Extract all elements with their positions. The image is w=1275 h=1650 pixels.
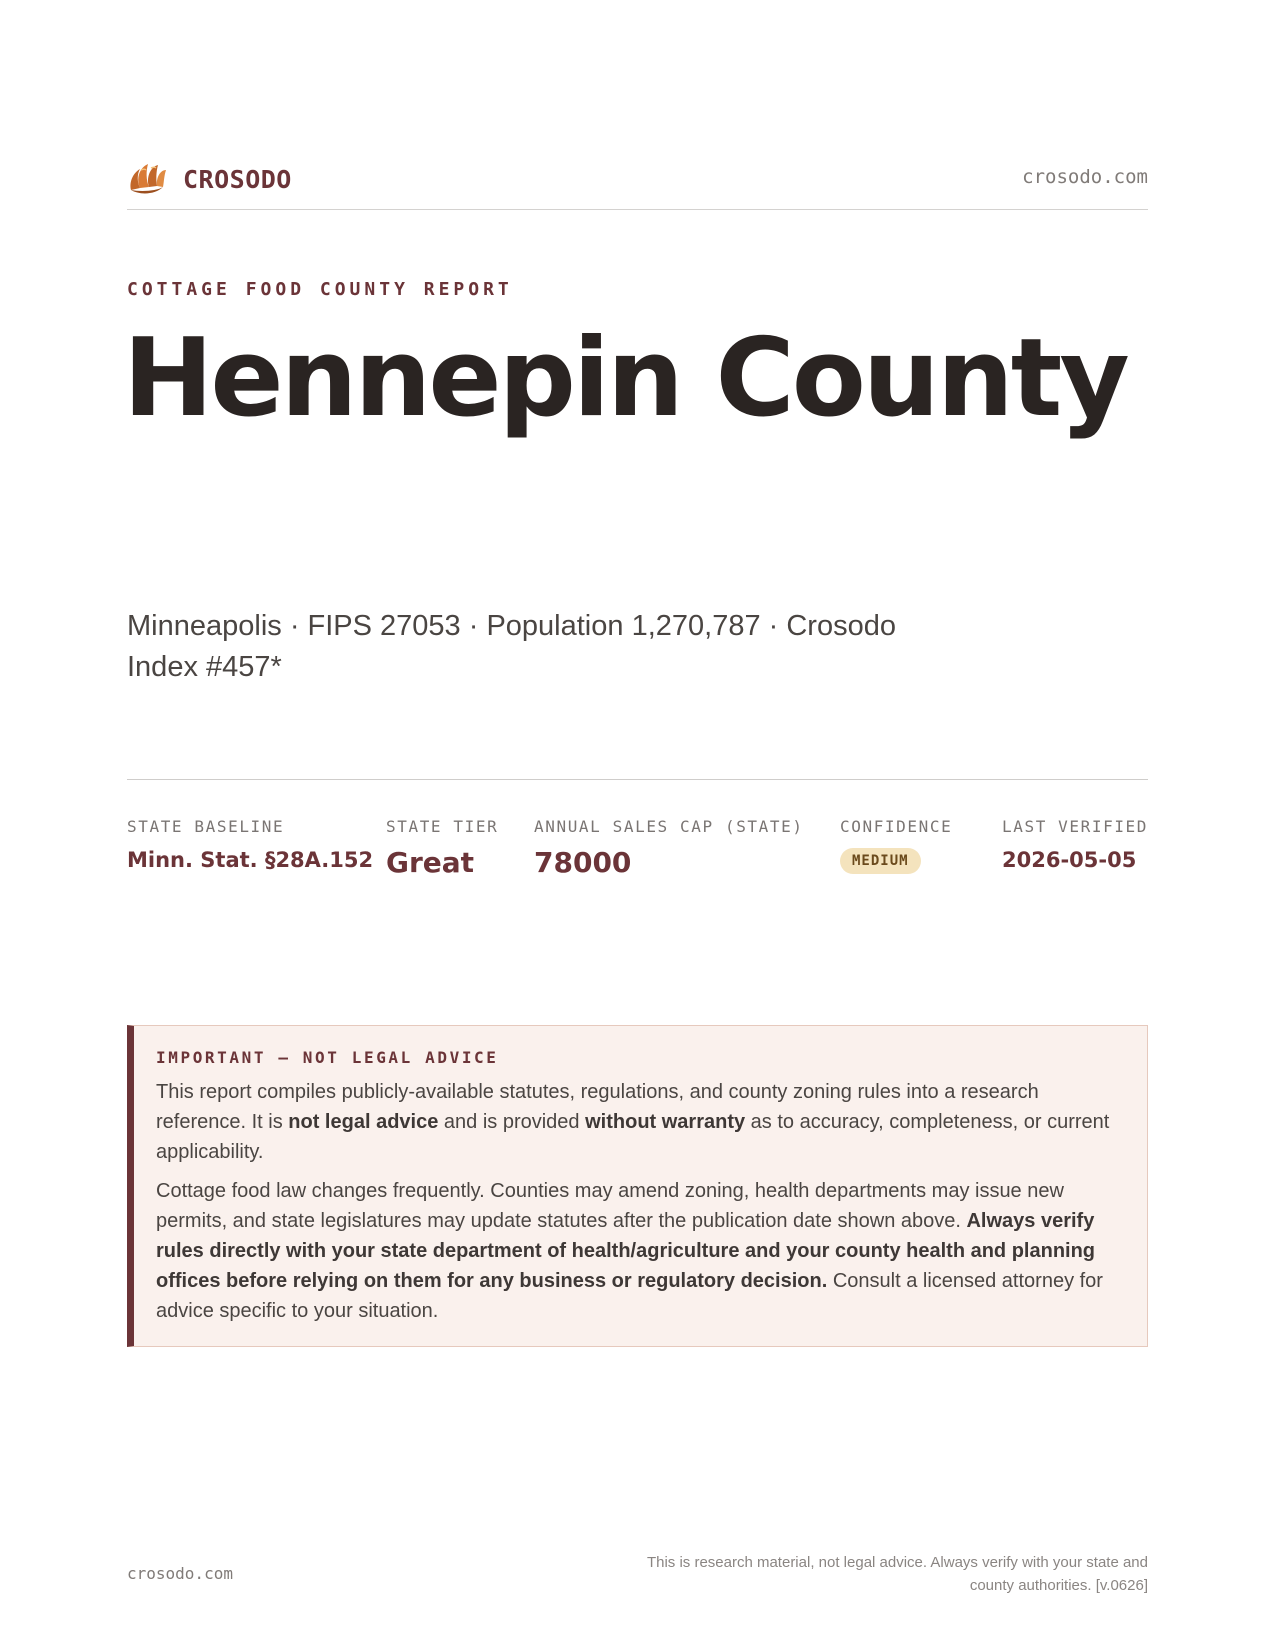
notice-text: Cottage food law changes frequently. Counties may amend zoning, health departments may issue new permits, and state legislatures may update statutes after the publication date shown above.: [156, 1180, 1064, 1232]
stat-state-baseline: [127, 817, 373, 872]
brand[interactable]: [127, 160, 292, 198]
stat-value: Minn. Stat. §28A.152: [127, 848, 374, 872]
notice-paragraph: [156, 1077, 1121, 1167]
report-page: [123, 0, 1149, 1650]
notice-emphasis: not legal advice: [288, 1111, 439, 1133]
notice-text: This report compiles publicly-available statutes, regulations, and county zoning rules into a research reference. It is: [156, 1081, 1039, 1133]
brand-name: CROSODO: [183, 164, 292, 194]
stat-label: LAST VERIFIED: [1002, 817, 1149, 836]
notice-emphasis: without warranty: [585, 1111, 746, 1133]
stat-label: STATE TIER: [386, 817, 499, 836]
page-title: Hennepin County: [123, 316, 1127, 441]
stat-value: 78000: [534, 846, 632, 879]
notice-heading: IMPORTANT — NOT LEGAL ADVICE: [156, 1048, 499, 1067]
stat-label: ANNUAL SALES CAP (STATE): [534, 817, 804, 836]
stat-confidence: [840, 817, 952, 874]
notice-text: and is provided: [438, 1111, 586, 1133]
confidence-badge: MEDIUM: [840, 848, 921, 874]
page-header: [127, 160, 1148, 210]
legal-notice: [127, 1025, 1148, 1347]
stat-value: Great: [386, 846, 475, 879]
footer-disclaimer: This is research material, not legal advice. Always verify with your state and county authorities. [v.0626]: [646, 1554, 1148, 1594]
notice-paragraph: [156, 1176, 1121, 1326]
footer-site-link[interactable]: crosodo.com: [127, 1564, 233, 1583]
stat-label: STATE BASELINE: [127, 817, 285, 836]
notice-text: as to accuracy, completeness, or current applicability.: [156, 1111, 1110, 1163]
croissant-icon: [127, 160, 169, 198]
stat-last-verified: [1002, 817, 1148, 872]
stat-label: CONFIDENCE: [840, 817, 953, 836]
stat-state-tier: [386, 817, 498, 879]
header-site-link[interactable]: crosodo.com: [1022, 166, 1148, 188]
report-subtitle: Minneapolis · FIPS 27053 · Population 1,270,787 · Crosodo Index #457*: [127, 610, 896, 683]
report-eyebrow: COTTAGE FOOD COUNTY REPORT: [127, 279, 513, 300]
stats-divider: [127, 779, 1148, 780]
notice-text: Consult a licensed attorney for advice specific to your situation.: [156, 1270, 1103, 1322]
notice-emphasis: Always verify rules directly with your state department of health/agriculture and your county health and planning offices before relying on them for any business or regulatory decision.: [156, 1210, 1096, 1292]
stat-annual-sales-cap: [534, 817, 804, 879]
stat-value: 2026-05-05: [1002, 848, 1137, 872]
